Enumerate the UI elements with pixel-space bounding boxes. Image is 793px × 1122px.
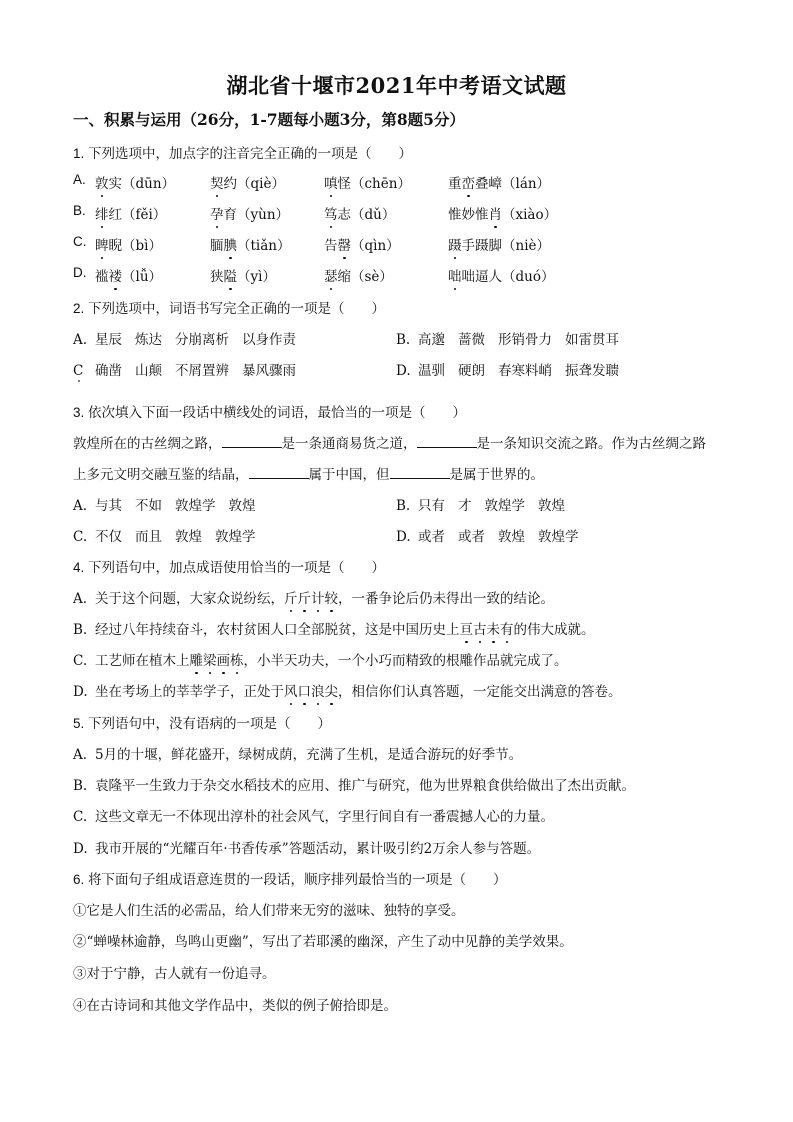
option-a: [73, 494, 269, 514]
dotted-character: 笃: [324, 203, 338, 223]
option-sentence: [73, 649, 568, 669]
sentence-text: 经过八年持续奋斗，农村贫困人口全部脱贫，这是中国历史上: [95, 622, 460, 638]
sentence-text: 关于这个问题，大家众说纷纭，: [95, 591, 284, 607]
dotted-idiom-character: 画: [217, 649, 231, 669]
dotted-character: 蹑: [448, 234, 462, 254]
option-word: 高邈: [418, 332, 445, 348]
dotted-character: 峦: [462, 172, 476, 192]
dotted-character: 罄: [338, 234, 352, 254]
option-label: A.: [73, 172, 86, 187]
pinyin-item: [448, 265, 554, 285]
dotted-character: 瑟: [324, 265, 338, 285]
option-word: 如雷贯耳: [565, 332, 619, 348]
sentence-text: 坐在考场上的莘莘学子，正处于: [95, 684, 284, 700]
option-label: C.: [73, 234, 87, 249]
option-word: 星辰: [95, 332, 122, 348]
fill-blank-1: [222, 435, 282, 448]
option-label: D.: [73, 265, 87, 280]
sentence-text: ，相信你们认真答题，一定能交出满意的答卷。: [338, 684, 622, 700]
item-text: （yì）: [237, 269, 276, 285]
option-word: 暴风骤雨: [242, 363, 296, 379]
option-word: 敦煌: [498, 529, 525, 545]
question-4-stem: 4. 下列语句中，加点成语使用恰当的一项是（ ）: [73, 560, 386, 575]
option-label: B.: [396, 498, 411, 514]
option-sentence: [73, 774, 635, 794]
question-3-passage-line-1: [73, 432, 706, 452]
dotted-character: 孕: [210, 203, 224, 223]
option-d: [396, 525, 592, 545]
pinyin-item: [95, 203, 166, 223]
dotted-idiom-character: 亘: [460, 618, 474, 638]
option-label: D.: [396, 529, 411, 545]
numbered-sentence: ③对于宁静，古人就有一份追寻。: [73, 966, 276, 982]
option-word: 春寒料峭: [498, 363, 552, 379]
option-word: 山颠: [135, 363, 162, 379]
pinyin-item: [448, 172, 550, 192]
question-1-stem: 1. 下列选项中，加点字的注音完全正确的一项是（ ）: [73, 146, 413, 161]
option-word: 敦煌学: [175, 498, 216, 514]
option-word: 以身作责: [242, 332, 296, 348]
dotted-character: 咄: [448, 265, 462, 285]
item-text: 缩（sè）: [337, 269, 393, 285]
pinyin-item: [95, 234, 162, 254]
passage-text: 是一条通商易货之道，: [281, 436, 417, 452]
item-text: 狭: [210, 269, 224, 285]
question-3-passage-line-2: [73, 463, 544, 483]
dotted-idiom-character: 计: [311, 587, 325, 607]
dotted-idiom-character: 浪: [311, 680, 325, 700]
question-3-stem: 3. 依次填入下面一段话中横线处的词语，最恰当的一项是（ ）: [73, 405, 467, 420]
item-text: 告: [324, 238, 338, 254]
option-word: 炼达: [135, 332, 162, 348]
option-b: [396, 328, 632, 348]
dotted-character: 隘: [224, 265, 238, 285]
dotted-idiom-character: 雕: [190, 649, 204, 669]
option-word: 敦煌学: [215, 529, 256, 545]
dotted-character: 嗔: [324, 172, 338, 192]
option-word: 振聋发聩: [565, 363, 619, 379]
dotted-idiom-character: 尖: [325, 680, 339, 700]
option-label: B.: [73, 622, 88, 638]
item-text: 睨（bì）: [108, 238, 162, 254]
dotted-idiom-character: 较: [325, 587, 339, 607]
option-word: 而且: [135, 529, 162, 545]
option-label: A.: [73, 591, 88, 607]
fill-blank-3: [249, 466, 309, 479]
option-c: [73, 359, 309, 379]
option-label: A.: [73, 498, 88, 514]
option-word: 温驯: [418, 363, 445, 379]
option-label: D.: [73, 684, 88, 700]
fill-blank-4: [390, 466, 450, 479]
dotted-idiom-character: 古: [473, 618, 487, 638]
sentence-text: 5月的十堰，鲜花盛开，绿树成荫，充满了生机，是适合游玩的好季节。: [95, 747, 523, 763]
pinyin-item: [324, 234, 400, 254]
pinyin-item: [95, 172, 175, 192]
item-text: 红（fěi）: [108, 207, 167, 223]
option-label: B.: [73, 778, 88, 794]
item-text: 手蹑脚（niè）: [461, 238, 551, 254]
pinyin-item: [210, 172, 285, 192]
option-label: C: [73, 363, 84, 379]
item-text: 惟妙惟: [448, 207, 489, 223]
numbered-sentence: ④在古诗词和其他文学作品中，类似的例子俯拾即是。: [73, 998, 397, 1014]
stray-mark: [78, 380, 80, 382]
pinyin-item: [324, 203, 395, 223]
option-word: 敦煌学: [538, 529, 579, 545]
option-word: 确凿: [95, 363, 122, 379]
dotted-idiom-character: 有: [500, 618, 514, 638]
item-text: 怪（chēn）: [337, 176, 411, 192]
option-label: C.: [73, 653, 88, 669]
section-heading: 一、积累与运用（26分，1-7题每小题3分，第8题5分）: [73, 110, 465, 129]
dotted-character: 肖: [489, 203, 503, 223]
dotted-character: 契: [210, 172, 224, 192]
dotted-idiom-character: 口: [298, 680, 312, 700]
item-text: 叠嶂（lán）: [475, 176, 551, 192]
option-sentence: [73, 837, 540, 857]
pinyin-item: [448, 203, 557, 223]
passage-text: 是属于世界的。: [449, 467, 544, 483]
pinyin-item: [210, 203, 289, 223]
option-sentence: [73, 618, 595, 638]
passage-text: 属于中国，但: [308, 467, 390, 483]
passage-text: 敦煌所在的古丝绸之路，: [73, 436, 222, 452]
option-word: 蔷微: [458, 332, 485, 348]
option-b: [396, 494, 578, 514]
dotted-idiom-character: 未: [487, 618, 501, 638]
pinyin-item: [448, 234, 550, 254]
dotted-character: 睥: [95, 234, 109, 254]
pinyin-item: [95, 265, 162, 285]
option-word: 不仅: [95, 529, 122, 545]
item-text: 志（dǔ）: [337, 207, 396, 223]
fill-blank-2: [417, 435, 477, 448]
pinyin-item: [210, 234, 291, 254]
sentence-text: ，小半天功夫，一个小巧而精致的根雕作品就完成了。: [243, 653, 568, 669]
dotted-idiom-character: 栋: [230, 649, 244, 669]
sentence-text: 的伟大成就。: [513, 622, 595, 638]
question-6-stem: 6. 将下面句子组成语意连贯的一段话，顺序排列最恰当的一项是（ ）: [73, 872, 507, 887]
numbered-sentence: ①它是人们生活的必需品，给人们带来无穷的滋味、独特的享受。: [73, 903, 465, 919]
option-sentence: [73, 805, 554, 825]
dotted-idiom-character: 斤: [298, 587, 312, 607]
option-word: 或者: [418, 529, 445, 545]
option-label: B.: [73, 203, 86, 218]
option-label: A.: [73, 747, 88, 763]
option-word: 敦煌: [175, 529, 202, 545]
sentence-text: 工艺师在植木上: [95, 653, 190, 669]
option-label: C.: [73, 529, 88, 545]
dotted-character: 绯: [95, 203, 109, 223]
item-text: （lǚ）: [122, 269, 163, 285]
passage-text: 上多元文明交融互鉴的结晶，: [73, 467, 249, 483]
page-title: 湖北省十堰市2021年中考语文试题: [226, 73, 567, 98]
question-2-stem: 2. 下列选项中，词语书写完全正确的一项是（ ）: [73, 301, 386, 316]
option-word: 或者: [458, 529, 485, 545]
pinyin-item: [324, 265, 393, 285]
passage-text: 是一条知识交流之路。作为古丝绸之路: [476, 436, 706, 452]
item-text: 腼: [210, 238, 224, 254]
option-word: 与其: [95, 498, 122, 514]
item-text: 褴: [95, 269, 109, 285]
option-word: 形销骨力: [498, 332, 552, 348]
option-word: 分崩离析: [175, 332, 229, 348]
option-word: 敦煌: [538, 498, 565, 514]
option-word: 才: [458, 498, 472, 514]
option-sentence: [73, 680, 622, 700]
option-label: B.: [396, 332, 411, 348]
item-text: （tiǎn）: [237, 238, 291, 254]
option-word: 不如: [135, 498, 162, 514]
item-text: （xiào）: [502, 207, 558, 223]
pinyin-item: [210, 265, 276, 285]
option-label: C.: [73, 809, 88, 825]
option-c: [73, 525, 269, 545]
option-word: 敦煌学: [484, 498, 525, 514]
option-d: [396, 359, 632, 379]
option-label: A.: [73, 332, 88, 348]
item-text: 约（qiè）: [223, 176, 285, 192]
sentence-text: 我市开展的“光耀百年·书香传承”答题活动，累计吸引约2万余人参与答题。: [95, 841, 541, 857]
dotted-character: 敦: [95, 172, 109, 192]
option-word: 敦煌: [228, 498, 256, 514]
dotted-idiom-character: 风: [284, 680, 298, 700]
numbered-sentence: ②“蝉噪林逾静，鸟鸣山更幽”，写出了若耶溪的幽深，产生了动中见静的美学效果。: [73, 934, 573, 950]
dotted-character: 褛: [109, 265, 123, 285]
option-sentence: [73, 743, 522, 763]
option-label: D.: [73, 841, 88, 857]
dotted-idiom-character: 梁: [203, 649, 217, 669]
dotted-idiom-character: 斤: [284, 587, 298, 607]
pinyin-item: [324, 172, 411, 192]
item-text: （qìn）: [351, 238, 400, 254]
option-sentence: [73, 587, 554, 607]
item-text: 实（dūn）: [108, 176, 176, 192]
item-text: 重: [448, 176, 462, 192]
sentence-text: 这些文章无一不体现出淳朴的社会风气，字里行间自有一番震撼人心的力量。: [95, 809, 554, 825]
item-text: 咄逼人（duó）: [461, 269, 555, 285]
option-label: D.: [396, 363, 411, 379]
option-a: [73, 328, 309, 348]
sentence-text: ，一番争论后仍未得出一致的结论。: [338, 591, 554, 607]
sentence-text: 袁隆平一生致力于杂交水稻技术的应用、推广与研究，他为世界粮食供给做出了杰出贡献。: [95, 778, 635, 794]
dotted-character: 腆: [224, 234, 238, 254]
option-word: 不屑置辨: [175, 363, 229, 379]
option-word: 硬朗: [458, 363, 485, 379]
item-text: 育（yùn）: [223, 207, 290, 223]
question-5-stem: 5. 下列语句中，没有语病的一项是（ ）: [73, 716, 332, 731]
option-word: 只有: [418, 498, 445, 514]
